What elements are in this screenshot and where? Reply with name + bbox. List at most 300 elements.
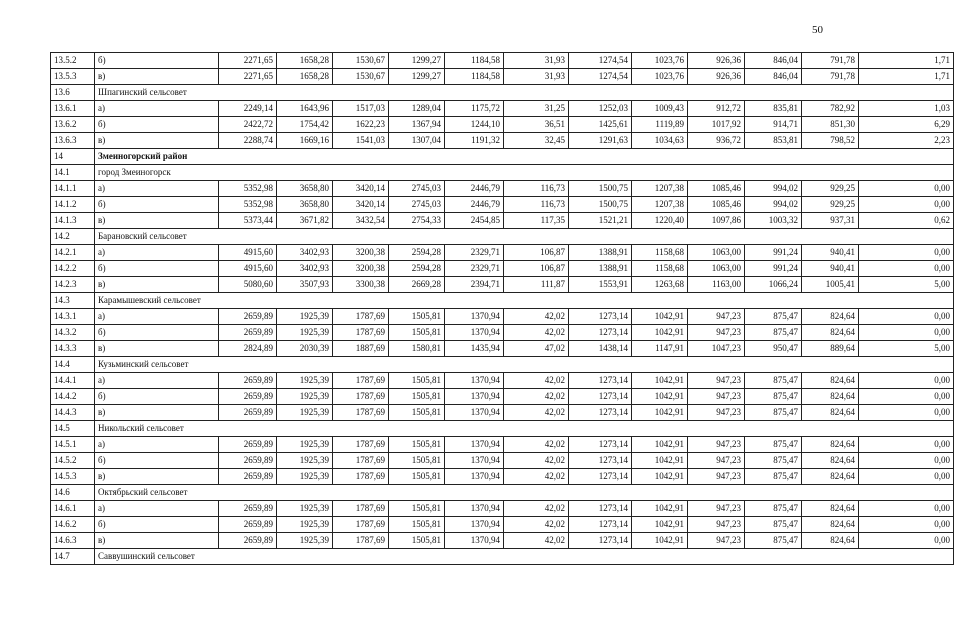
value-cell: 2754,33 [389, 213, 445, 229]
value-cell: 875,47 [745, 501, 802, 517]
row-option: б) [95, 389, 219, 405]
value-cell: 1925,39 [277, 405, 333, 421]
row-option: а) [95, 501, 219, 517]
table-row [51, 261, 954, 277]
value-cell: 3432,54 [333, 213, 389, 229]
value-cell: 42,02 [504, 501, 569, 517]
value-cell: 3200,38 [333, 245, 389, 261]
table-row [51, 405, 954, 421]
value-cell: 1622,23 [333, 117, 389, 133]
value-cell: 937,31 [802, 213, 859, 229]
section-row [51, 357, 954, 373]
value-cell: 1438,14 [569, 341, 632, 357]
section-row [51, 549, 954, 565]
row-option: б) [95, 517, 219, 533]
value-cell: 3402,93 [277, 245, 333, 261]
value-cell: 1505,81 [389, 325, 445, 341]
table-row [51, 453, 954, 469]
value-cell: 1042,91 [632, 533, 688, 549]
value-cell: 875,47 [745, 533, 802, 549]
value-cell: 1273,14 [569, 437, 632, 453]
value-cell: 947,23 [688, 453, 745, 469]
value-cell: 875,47 [745, 309, 802, 325]
value-cell: 42,02 [504, 309, 569, 325]
value-cell: 3300,38 [333, 277, 389, 293]
value-cell: 1370,94 [445, 325, 504, 341]
value-cell: 1147,91 [632, 341, 688, 357]
value-cell: 1273,14 [569, 533, 632, 549]
value-cell: 0,00 [859, 389, 954, 405]
value-cell: 1289,04 [389, 101, 445, 117]
value-cell: 2745,03 [389, 181, 445, 197]
value-cell: 1787,69 [333, 405, 389, 421]
section-code: 14.1 [51, 165, 95, 181]
value-cell: 42,02 [504, 437, 569, 453]
value-cell: 111,87 [504, 277, 569, 293]
value-cell: 1042,91 [632, 501, 688, 517]
value-cell: 2659,89 [219, 501, 277, 517]
row-code: 14.3.3 [51, 341, 95, 357]
value-cell: 2249,14 [219, 101, 277, 117]
row-code: 14.3.2 [51, 325, 95, 341]
value-cell: 835,81 [745, 101, 802, 117]
value-cell: 1299,27 [389, 69, 445, 85]
value-cell: 1643,96 [277, 101, 333, 117]
value-cell: 1042,91 [632, 405, 688, 421]
row-option: в) [95, 341, 219, 357]
value-cell: 1505,81 [389, 469, 445, 485]
value-cell: 1388,91 [569, 261, 632, 277]
value-cell: 875,47 [745, 389, 802, 405]
section-title: Шпагинский сельсовет [95, 85, 954, 101]
value-cell: 1370,94 [445, 501, 504, 517]
value-cell: 1191,32 [445, 133, 504, 149]
value-cell: 1521,21 [569, 213, 632, 229]
value-cell: 1925,39 [277, 389, 333, 405]
table-body [51, 53, 954, 565]
value-cell: 889,64 [802, 341, 859, 357]
value-cell: 1388,91 [569, 245, 632, 261]
value-cell: 1184,58 [445, 53, 504, 69]
value-cell: 1244,10 [445, 117, 504, 133]
value-cell: 2,23 [859, 133, 954, 149]
value-cell: 791,78 [802, 69, 859, 85]
value-cell: 42,02 [504, 373, 569, 389]
row-option: б) [95, 197, 219, 213]
row-option: а) [95, 309, 219, 325]
value-cell: 1370,94 [445, 533, 504, 549]
value-cell: 824,64 [802, 469, 859, 485]
value-cell: 1505,81 [389, 533, 445, 549]
table-row [51, 213, 954, 229]
table-row [51, 197, 954, 213]
value-cell: 1669,16 [277, 133, 333, 149]
value-cell: 875,47 [745, 469, 802, 485]
value-cell: 5,00 [859, 341, 954, 357]
value-cell: 2659,89 [219, 325, 277, 341]
value-cell: 1274,54 [569, 69, 632, 85]
section-code: 14 [51, 149, 95, 165]
value-cell: 0,00 [859, 309, 954, 325]
table-row [51, 341, 954, 357]
value-cell: 2594,28 [389, 261, 445, 277]
value-cell: 31,93 [504, 69, 569, 85]
value-cell: 2271,65 [219, 69, 277, 85]
value-cell: 1517,03 [333, 101, 389, 117]
value-cell: 824,64 [802, 533, 859, 549]
row-option: б) [95, 453, 219, 469]
value-cell: 1003,32 [745, 213, 802, 229]
row-option: а) [95, 101, 219, 117]
section-title: Саввушинский сельсовет [95, 549, 954, 565]
value-cell: 936,72 [688, 133, 745, 149]
value-cell: 1505,81 [389, 309, 445, 325]
value-cell: 1023,76 [632, 69, 688, 85]
value-cell: 1505,81 [389, 373, 445, 389]
section-title: Барановский сельсовет [95, 229, 954, 245]
row-option: а) [95, 437, 219, 453]
section-code: 14.2 [51, 229, 95, 245]
value-cell: 947,23 [688, 389, 745, 405]
section-code: 13.6 [51, 85, 95, 101]
value-cell: 2669,28 [389, 277, 445, 293]
row-code: 14.4.2 [51, 389, 95, 405]
section-code: 14.5 [51, 421, 95, 437]
table-row [51, 53, 954, 69]
value-cell: 1009,43 [632, 101, 688, 117]
value-cell: 824,64 [802, 517, 859, 533]
value-cell: 1273,14 [569, 501, 632, 517]
value-cell: 947,23 [688, 469, 745, 485]
row-code: 14.1.2 [51, 197, 95, 213]
value-cell: 1042,91 [632, 309, 688, 325]
value-cell: 1066,24 [745, 277, 802, 293]
value-cell: 2659,89 [219, 437, 277, 453]
value-cell: 0,00 [859, 453, 954, 469]
value-cell: 1435,94 [445, 341, 504, 357]
value-cell: 1925,39 [277, 469, 333, 485]
section-title: Октябрьский сельсовет [95, 485, 954, 501]
value-cell: 1787,69 [333, 437, 389, 453]
table-row [51, 277, 954, 293]
value-cell: 1580,81 [389, 341, 445, 357]
value-cell: 2659,89 [219, 373, 277, 389]
value-cell: 994,02 [745, 197, 802, 213]
value-cell: 947,23 [688, 437, 745, 453]
value-cell: 846,04 [745, 69, 802, 85]
section-row [51, 165, 954, 181]
value-cell: 824,64 [802, 405, 859, 421]
value-cell: 2288,74 [219, 133, 277, 149]
value-cell: 2659,89 [219, 533, 277, 549]
table-row [51, 533, 954, 549]
value-cell: 1299,27 [389, 53, 445, 69]
value-cell: 1097,86 [688, 213, 745, 229]
value-cell: 1530,67 [333, 69, 389, 85]
value-cell: 0,00 [859, 469, 954, 485]
value-cell: 3671,82 [277, 213, 333, 229]
table-row [51, 517, 954, 533]
value-cell: 947,23 [688, 405, 745, 421]
value-cell: 1042,91 [632, 325, 688, 341]
value-cell: 926,36 [688, 53, 745, 69]
table-row [51, 181, 954, 197]
row-option: б) [95, 53, 219, 69]
value-cell: 875,47 [745, 405, 802, 421]
table-row [51, 437, 954, 453]
value-cell: 0,00 [859, 373, 954, 389]
value-cell: 947,23 [688, 517, 745, 533]
value-cell: 1787,69 [333, 453, 389, 469]
value-cell: 1,71 [859, 53, 954, 69]
row-option: в) [95, 533, 219, 549]
value-cell: 1184,58 [445, 69, 504, 85]
value-cell: 1787,69 [333, 373, 389, 389]
value-cell: 2271,65 [219, 53, 277, 69]
value-cell: 1273,14 [569, 453, 632, 469]
section-title: город Змеиногорск [95, 165, 954, 181]
value-cell: 1158,68 [632, 261, 688, 277]
value-cell: 914,71 [745, 117, 802, 133]
row-code: 13.6.2 [51, 117, 95, 133]
section-row [51, 485, 954, 501]
value-cell: 1047,23 [688, 341, 745, 357]
value-cell: 2824,89 [219, 341, 277, 357]
section-row [51, 149, 954, 165]
value-cell: 1042,91 [632, 437, 688, 453]
table-row [51, 245, 954, 261]
row-code: 14.4.1 [51, 373, 95, 389]
table-row [51, 101, 954, 117]
value-cell: 1005,41 [802, 277, 859, 293]
value-cell: 1925,39 [277, 309, 333, 325]
value-cell: 2659,89 [219, 309, 277, 325]
value-cell: 912,72 [688, 101, 745, 117]
value-cell: 940,41 [802, 245, 859, 261]
value-cell: 1754,42 [277, 117, 333, 133]
value-cell: 106,87 [504, 261, 569, 277]
value-cell: 1787,69 [333, 309, 389, 325]
value-cell: 0,00 [859, 517, 954, 533]
value-cell: 5,00 [859, 277, 954, 293]
value-cell: 1658,28 [277, 69, 333, 85]
value-cell: 42,02 [504, 325, 569, 341]
row-code: 14.2.1 [51, 245, 95, 261]
value-cell: 824,64 [802, 309, 859, 325]
page-number: 50 [812, 24, 823, 36]
section-title: Змеиногорский район [95, 149, 954, 165]
value-cell: 5352,98 [219, 197, 277, 213]
value-cell: 875,47 [745, 325, 802, 341]
value-cell: 846,04 [745, 53, 802, 69]
row-code: 14.4.3 [51, 405, 95, 421]
value-cell: 1925,39 [277, 437, 333, 453]
value-cell: 0,00 [859, 261, 954, 277]
value-cell: 1370,94 [445, 389, 504, 405]
value-cell: 1925,39 [277, 533, 333, 549]
value-cell: 3658,80 [277, 197, 333, 213]
value-cell: 1273,14 [569, 309, 632, 325]
value-cell: 1,03 [859, 101, 954, 117]
row-code: 13.5.3 [51, 69, 95, 85]
value-cell: 2446,79 [445, 181, 504, 197]
row-option: б) [95, 261, 219, 277]
value-cell: 3402,93 [277, 261, 333, 277]
value-cell: 1787,69 [333, 517, 389, 533]
value-cell: 1085,46 [688, 197, 745, 213]
table-row [51, 309, 954, 325]
value-cell: 1925,39 [277, 517, 333, 533]
value-cell: 42,02 [504, 469, 569, 485]
table-row [51, 373, 954, 389]
value-cell: 2659,89 [219, 453, 277, 469]
value-cell: 929,25 [802, 181, 859, 197]
value-cell: 117,35 [504, 213, 569, 229]
value-cell: 1220,40 [632, 213, 688, 229]
value-cell: 947,23 [688, 325, 745, 341]
value-cell: 2594,28 [389, 245, 445, 261]
value-cell: 853,81 [745, 133, 802, 149]
value-cell: 824,64 [802, 437, 859, 453]
table-row [51, 501, 954, 517]
value-cell: 1370,94 [445, 405, 504, 421]
value-cell: 1042,91 [632, 389, 688, 405]
section-row [51, 293, 954, 309]
value-cell: 947,23 [688, 533, 745, 549]
value-cell: 116,73 [504, 181, 569, 197]
value-cell: 1291,63 [569, 133, 632, 149]
row-option: в) [95, 69, 219, 85]
value-cell: 1500,75 [569, 197, 632, 213]
value-cell: 1063,00 [688, 245, 745, 261]
row-code: 14.6.2 [51, 517, 95, 533]
section-code: 14.4 [51, 357, 95, 373]
value-cell: 1158,68 [632, 245, 688, 261]
value-cell: 2659,89 [219, 469, 277, 485]
value-cell: 0,00 [859, 325, 954, 341]
table-row [51, 133, 954, 149]
value-cell: 994,02 [745, 181, 802, 197]
value-cell: 991,24 [745, 245, 802, 261]
value-cell: 116,73 [504, 197, 569, 213]
value-cell: 2659,89 [219, 517, 277, 533]
row-option: а) [95, 181, 219, 197]
value-cell: 991,24 [745, 261, 802, 277]
value-cell: 1017,92 [688, 117, 745, 133]
value-cell: 1252,03 [569, 101, 632, 117]
value-cell: 1034,63 [632, 133, 688, 149]
value-cell: 1042,91 [632, 373, 688, 389]
value-cell: 947,23 [688, 309, 745, 325]
row-option: в) [95, 213, 219, 229]
value-cell: 1023,76 [632, 53, 688, 69]
value-cell: 32,45 [504, 133, 569, 149]
row-code: 13.6.3 [51, 133, 95, 149]
value-cell: 1425,61 [569, 117, 632, 133]
value-cell: 824,64 [802, 373, 859, 389]
value-cell: 824,64 [802, 325, 859, 341]
row-code: 14.1.1 [51, 181, 95, 197]
value-cell: 1925,39 [277, 373, 333, 389]
value-cell: 926,36 [688, 69, 745, 85]
value-cell: 31,25 [504, 101, 569, 117]
row-code: 14.5.3 [51, 469, 95, 485]
value-cell: 824,64 [802, 453, 859, 469]
value-cell: 1273,14 [569, 405, 632, 421]
row-option: в) [95, 133, 219, 149]
value-cell: 1085,46 [688, 181, 745, 197]
value-cell: 4915,60 [219, 245, 277, 261]
value-cell: 1274,54 [569, 53, 632, 69]
row-option: б) [95, 325, 219, 341]
section-row [51, 229, 954, 245]
value-cell: 1207,38 [632, 197, 688, 213]
value-cell: 947,23 [688, 501, 745, 517]
section-row [51, 421, 954, 437]
value-cell: 1505,81 [389, 453, 445, 469]
row-code: 13.6.1 [51, 101, 95, 117]
value-cell: 929,25 [802, 197, 859, 213]
value-cell: 1042,91 [632, 469, 688, 485]
value-cell: 875,47 [745, 437, 802, 453]
value-cell: 6,29 [859, 117, 954, 133]
value-cell: 782,92 [802, 101, 859, 117]
value-cell: 3420,14 [333, 181, 389, 197]
value-cell: 2659,89 [219, 405, 277, 421]
row-option: а) [95, 245, 219, 261]
section-title: Кузьминский сельсовет [95, 357, 954, 373]
value-cell: 1505,81 [389, 389, 445, 405]
table-row [51, 325, 954, 341]
value-cell: 1787,69 [333, 469, 389, 485]
value-cell: 1207,38 [632, 181, 688, 197]
value-cell: 824,64 [802, 389, 859, 405]
value-cell: 0,00 [859, 405, 954, 421]
value-cell: 875,47 [745, 373, 802, 389]
value-cell: 1787,69 [333, 325, 389, 341]
value-cell: 1370,94 [445, 437, 504, 453]
value-cell: 824,64 [802, 501, 859, 517]
value-cell: 0,00 [859, 245, 954, 261]
value-cell: 1063,00 [688, 261, 745, 277]
row-option: в) [95, 469, 219, 485]
value-cell: 2446,79 [445, 197, 504, 213]
value-cell: 2454,85 [445, 213, 504, 229]
value-cell: 791,78 [802, 53, 859, 69]
value-cell: 851,30 [802, 117, 859, 133]
value-cell: 1787,69 [333, 501, 389, 517]
value-cell: 1042,91 [632, 517, 688, 533]
value-cell: 1370,94 [445, 453, 504, 469]
value-cell: 1787,69 [333, 389, 389, 405]
value-cell: 1175,72 [445, 101, 504, 117]
value-cell: 1119,89 [632, 117, 688, 133]
section-code: 14.7 [51, 549, 95, 565]
row-option: в) [95, 277, 219, 293]
value-cell: 3658,80 [277, 181, 333, 197]
value-cell: 1505,81 [389, 437, 445, 453]
value-cell: 4915,60 [219, 261, 277, 277]
table-row [51, 117, 954, 133]
value-cell: 106,87 [504, 245, 569, 261]
row-code: 14.6.3 [51, 533, 95, 549]
value-cell: 1541,03 [333, 133, 389, 149]
value-cell: 31,93 [504, 53, 569, 69]
value-cell: 1042,91 [632, 453, 688, 469]
value-cell: 1370,94 [445, 373, 504, 389]
value-cell: 1273,14 [569, 469, 632, 485]
table-row [51, 389, 954, 405]
